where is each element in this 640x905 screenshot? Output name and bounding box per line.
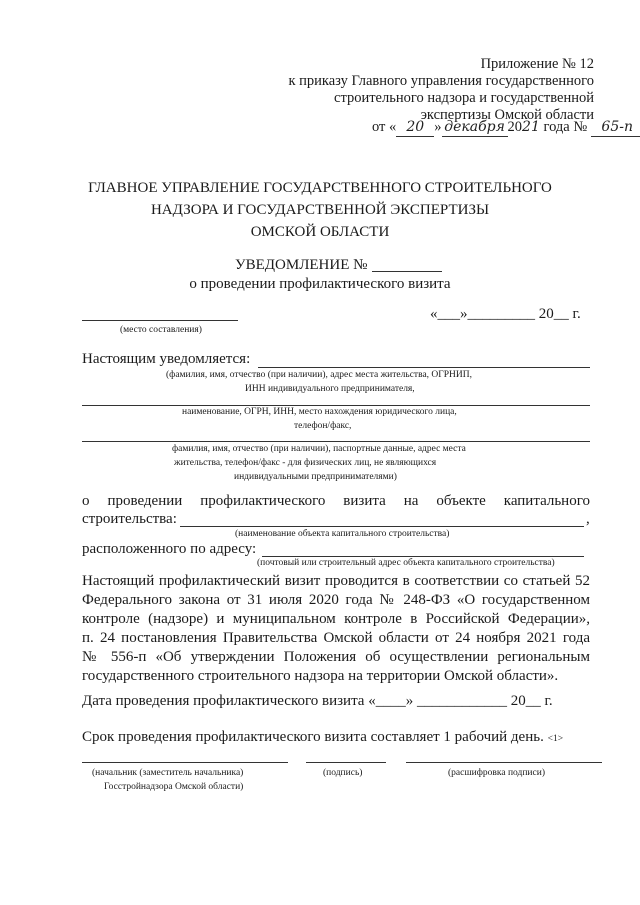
order-date-line [372, 119, 640, 145]
handwritten-order-number: 65-п [601, 119, 633, 135]
order-reference-line: к приказу Главного управления государственного [288, 73, 594, 89]
notify-caption: наименование, ОГРН, ИНН, место нахождения юридического лица, [182, 407, 457, 417]
basis-line: контроле (надзоре) и муниципальном контроле в Российской Федерации», [82, 611, 590, 627]
signature-caption-position: (начальник (заместитель начальника) [92, 768, 244, 778]
signature-caption-position: Госстройнадзора Омской области) [104, 782, 244, 792]
notify-line-3 [82, 441, 590, 442]
notify-caption: (фамилия, имя, отчество (при наличии), адрес места жительства, ОГРНИП, [166, 370, 472, 380]
object-label: строительства: [82, 511, 177, 527]
date-prefix: от « [372, 119, 397, 135]
notify-caption: жительства, телефон/факс - для физических лиц, не являющихся [174, 458, 437, 468]
handwritten-year: 21 [522, 119, 540, 135]
signature-position-line [82, 762, 288, 763]
basis-line: Федерального закона от 31 июля 2020 года № 248-ФЗ «О государственном [82, 592, 590, 608]
object-name-line [180, 526, 584, 527]
signature-name-line [406, 762, 602, 763]
order-reference-line: экспертизы Омской области [420, 107, 594, 123]
duration-text [82, 729, 563, 746]
notify-caption: индивидуальными предпринимателями) [234, 472, 397, 482]
handwritten-day: 20 [406, 119, 425, 135]
notice-subtitle: о проведении профилактического визита [189, 276, 451, 292]
object-comma: , [586, 511, 590, 527]
basis-line: п. 24 постановления Правительства Омской области от 24 ноября 2021 года [82, 630, 590, 646]
basis-line: Настоящий профилактический визит проводится в соответствии со статьей 52 [82, 573, 590, 589]
signature-line [306, 762, 386, 763]
notify-line-2 [82, 405, 590, 406]
address-line [262, 556, 584, 557]
object-caption: (наименование объекта капитального строительства) [235, 529, 450, 539]
date-suffix: года № [543, 119, 588, 135]
notify-caption: фамилия, имя, отчество (при наличии), паспортные данные, адрес места [172, 444, 466, 454]
duration-sentence: Срок проведения профилактического визита составляет 1 рабочий день. [82, 729, 544, 745]
place-caption: (место составления) [120, 325, 202, 335]
address-caption: (почтовый или строительный адрес объекта капитального строительства) [257, 558, 555, 568]
signature-caption-sign: (подпись) [323, 768, 363, 778]
signature-caption-name: (расшифровка подписи) [448, 768, 545, 778]
footnote-marker: <1> [547, 734, 564, 744]
attachment-number: Приложение № 12 [480, 56, 594, 72]
notify-caption: телефон/факс, [294, 421, 352, 431]
notify-caption: ИНН индивидуального предпринимателя, [245, 384, 415, 394]
address-label: расположенного по адресу: [82, 541, 257, 557]
order-reference-line: строительного надзора и государственной [334, 90, 594, 106]
notify-line-1 [258, 367, 590, 368]
notice-number-line [372, 271, 442, 272]
date-mid: » [434, 119, 442, 135]
place-date: «___»_________ 20__ г. [430, 306, 581, 322]
place-line [82, 320, 238, 321]
handwritten-month: декабря [444, 119, 505, 135]
year-prefix: 20 [507, 119, 523, 135]
notice-title: УВЕДОМЛЕНИЕ № [235, 257, 368, 273]
agency-title: ГЛАВНОЕ УПРАВЛЕНИЕ ГОСУДАРСТВЕННОГО СТРОИТЕЛЬНОГО [88, 180, 552, 196]
object-line: о проведении профилактического визита на объекте капитального [82, 493, 590, 509]
notify-label: Настоящим уведомляется: [82, 351, 251, 367]
visit-date: Дата проведения профилактического визита «____» ____________ 20__ г. [82, 693, 553, 709]
basis-line: № 556-п «Об утверждении Положения об осуществлении региональным [82, 649, 590, 665]
basis-line: государственного строительного надзора на территории Омской области». [82, 668, 559, 684]
agency-title: ОМСКОЙ ОБЛАСТИ [250, 224, 390, 240]
agency-title: НАДЗОРА И ГОСУДАРСТВЕННОЙ ЭКСПЕРТИЗЫ [150, 202, 490, 218]
